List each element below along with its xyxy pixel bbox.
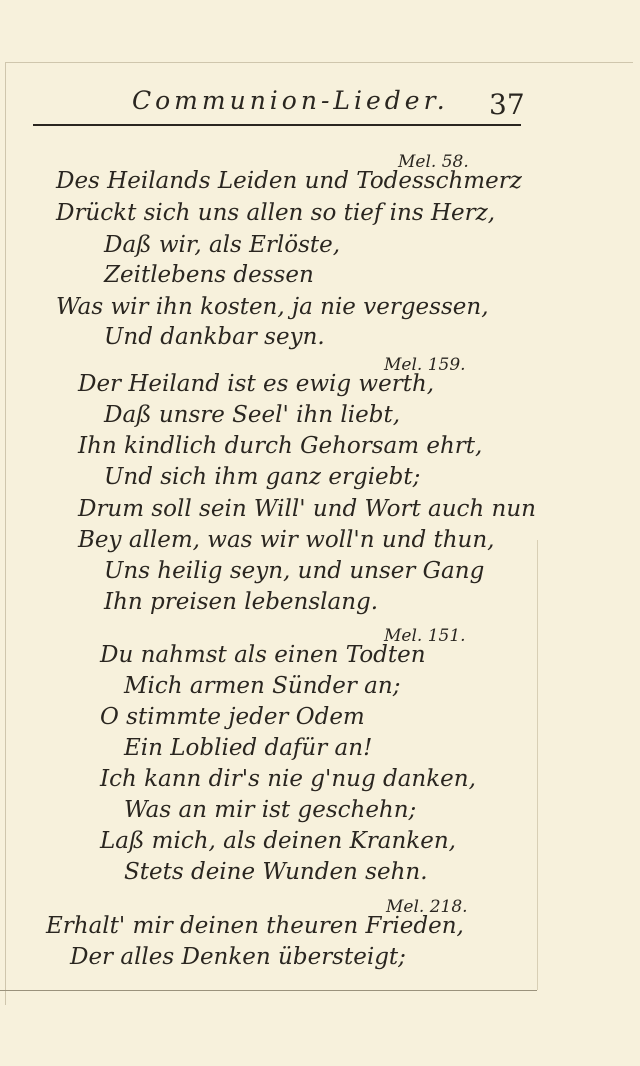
hymn-4-line-1: Erhalt' mir deinen theuren Frieden, (46, 913, 464, 939)
hymn-1-line-1: Des Heilands Leiden und Todesschmerz (56, 168, 522, 194)
hymn-2-line-7: Uns heilig seyn, und unser Gang (104, 558, 485, 584)
page-edge-line (537, 540, 538, 990)
hymn-4-melody: Mel. 218. (386, 897, 468, 917)
hymn-1-line-2: Drückt sich uns allen so tief ins Herz, (56, 200, 496, 226)
page-number: 37 (489, 88, 525, 121)
hymn-2-line-3: Ihn kindlich durch Gehorsam ehrt, (78, 433, 483, 459)
hymn-1-line-3: Daß wir, als Erlöste, (104, 232, 341, 258)
hymn-3-line-3: O stimmte jeder Odem (100, 704, 365, 730)
hymn-2-line-6: Bey allem, was wir woll'n und thun, (78, 527, 495, 553)
hymn-3-line-2: Mich armen Sünder an; (124, 673, 401, 699)
hymn-2-line-5: Drum soll sein Will' und Wort auch nun (78, 496, 536, 522)
hymn-3-line-1: Du nahmst als einen Todten (100, 642, 426, 668)
hymn-3-line-5: Ich kann dir's nie g'nug danken, (100, 766, 476, 792)
hymn-3-line-4: Ein Loblied dafür an! (124, 735, 373, 761)
hymn-1-melody: Mel. 58. (398, 152, 469, 172)
hymn-3-line-8: Stets deine Wunden sehn. (124, 859, 428, 885)
hymn-1-line-4: Zeitlebens dessen (104, 262, 314, 288)
hymn-4-line-2: Der alles Denken übersteigt; (70, 944, 406, 970)
hymn-2-line-4: Und sich ihm ganz ergiebt; (104, 464, 421, 490)
hymn-3-melody: Mel. 151. (384, 626, 466, 646)
header-rule (33, 124, 521, 126)
hymn-1-line-6: Und dankbar seyn. (104, 324, 325, 350)
hymn-2-line-8: Ihn preisen lebenslang. (104, 589, 379, 615)
hymn-2-melody: Mel. 159. (384, 355, 466, 375)
hymn-2-line-2: Daß unsre Seel' ihn liebt, (104, 402, 401, 428)
running-header-title: Communion-Lieder. (132, 86, 449, 115)
page-bottom-edge (0, 990, 537, 991)
hymn-3-line-6: Was an mir ist geschehn; (124, 797, 417, 823)
hymn-1-line-5: Was wir ihn kosten, ja nie vergessen, (56, 294, 489, 320)
hymn-2-line-1: Der Heiland ist es ewig werth, (78, 371, 435, 397)
hymn-3-line-7: Laß mich, als deinen Kranken, (100, 828, 456, 854)
